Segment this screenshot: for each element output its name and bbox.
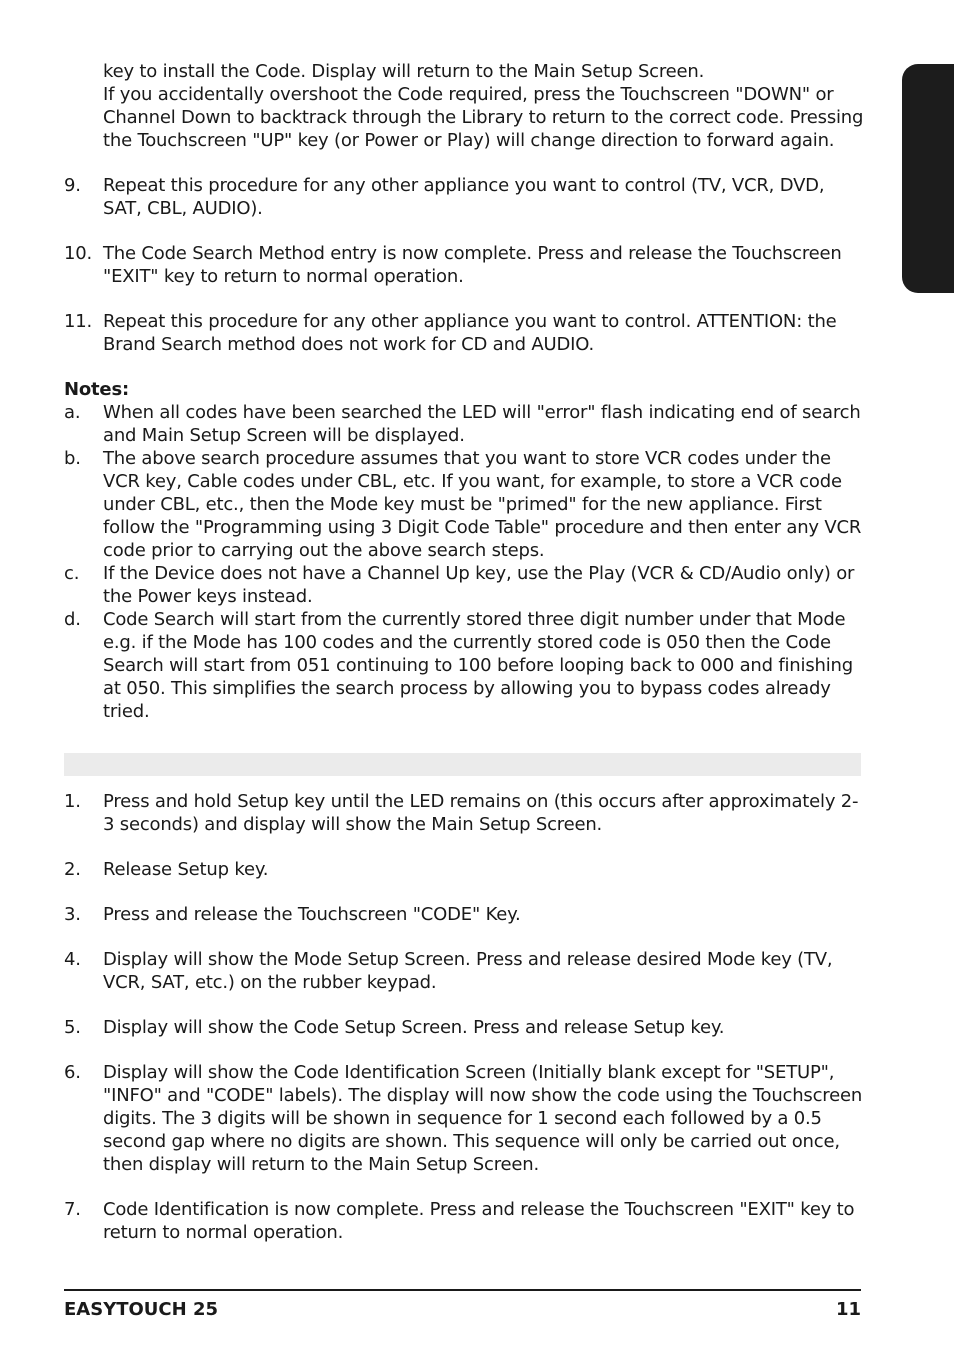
note-item (64, 562, 864, 608)
continuation-line-1: key to install the Code. Display will return to the Main Setup Screen. (103, 61, 705, 82)
list-item (64, 1016, 864, 1039)
page-footer (64, 1289, 861, 1320)
item-text: Press and release the Touchscreen "CODE" Key. (103, 904, 521, 925)
item-number: 3. (64, 904, 81, 925)
list-item (64, 858, 864, 881)
footer-product-name: EASYTOUCH 25 (64, 1299, 219, 1320)
item-number: 6. (64, 1062, 81, 1083)
item-number: 5. (64, 1017, 81, 1038)
item-number: 1. (64, 791, 81, 812)
note-letter: a. (64, 402, 81, 423)
item-text: The Code Search Method entry is now complete. Press and release the Touchscreen "EXIT" key to return to normal operation. (103, 243, 842, 287)
item-text: Repeat this procedure for any other appliance you want to control. ATTENTION: the Brand Search method does not work for CD and AUDIO. (103, 311, 837, 355)
note-letter: b. (64, 448, 81, 469)
item-text: Display will show the Code Setup Screen. Press and release Setup key. (103, 1017, 725, 1038)
note-text: The above search procedure assumes that you want to store VCR codes under the VCR key, Cable codes under CBL, etc. If you want, for example, to store a VCR code under CBL, etc., then the Mode key must be "primed" for the new appliance. First follow the "Programming using 3 Digit Code Table" procedure and then enter any VCR code prior to carrying out the above search steps. (103, 448, 862, 561)
item-text: Display will show the Mode Setup Screen. Press and release desired Mode key (TV, VCR, SAT, etc.) on the rubber keypad. (103, 949, 833, 993)
page-number: 11 (835, 1299, 861, 1320)
note-letter: c. (64, 563, 80, 584)
item-number: 7. (64, 1199, 81, 1220)
note-text: If the Device does not have a Channel Up key, use the Play (VCR & CD/Audio only) or the Power keys instead. (103, 563, 855, 607)
item-number: 4. (64, 949, 81, 970)
item-text: Release Setup key. (103, 859, 269, 880)
list-item (64, 310, 864, 356)
list-item (64, 948, 864, 994)
item-number: 2. (64, 859, 81, 880)
note-item (64, 401, 864, 447)
list-item (64, 1061, 864, 1176)
note-item (64, 608, 864, 723)
list-item (64, 790, 864, 836)
item-number: 11. (64, 311, 93, 332)
note-text: Code Search will start from the currently stored three digit number under that Mode e.g. if the Mode has 100 codes and the currently stored code is 050 then the Code Search will start from 051 continuing to 100 before looping back to 000 and finishing at 050. This simplifies the search process by allowing you to bypass codes already tried. (103, 609, 853, 722)
list-item (64, 903, 864, 926)
notes-heading: Notes: (64, 379, 129, 400)
list-item (64, 1198, 864, 1244)
page-content (64, 60, 864, 1244)
item-text: Display will show the Code Identification Screen (Initially blank except for "SETUP", "INFO" and "CODE" labels). The display will now show the code using the Touchscreen digits. The 3 digits will be shown in sequence for 1 second each followed by a 0.5 second gap where no digits are shown. This sequence will only be carried out once, then display will return to the Main Setup Screen. (103, 1062, 863, 1175)
list-item (64, 174, 864, 220)
item-text: Repeat this procedure for any other appliance you want to control (TV, VCR, DVD, SAT, CBL, AUDIO). (103, 175, 825, 219)
note-item (64, 447, 864, 562)
item-text: Press and hold Setup key until the LED remains on (this occurs after approximately 2-3 seconds) and display will show the Main Setup Screen. (103, 791, 859, 835)
item-number: 10. (64, 243, 93, 264)
note-text: When all codes have been searched the LED will "error" flash indicating end of search and Main Setup Screen will be displayed. (103, 402, 861, 446)
list-item (64, 242, 864, 288)
continuation-line-2: If you accidentally overshoot the Code required, press the Touchscreen "DOWN" or Channel Down to backtrack through the Library to return to the correct code. Pressing the Touchscreen "UP" key (or Power or Play) will change direction to forward again. (103, 84, 864, 151)
note-letter: d. (64, 609, 81, 630)
section-tab (902, 64, 954, 293)
section-header-bar (64, 753, 861, 776)
item-text: Code Identification is now complete. Press and release the Touchscreen "EXIT" key to return to normal operation. (103, 1199, 855, 1243)
item-number: 9. (64, 175, 81, 196)
